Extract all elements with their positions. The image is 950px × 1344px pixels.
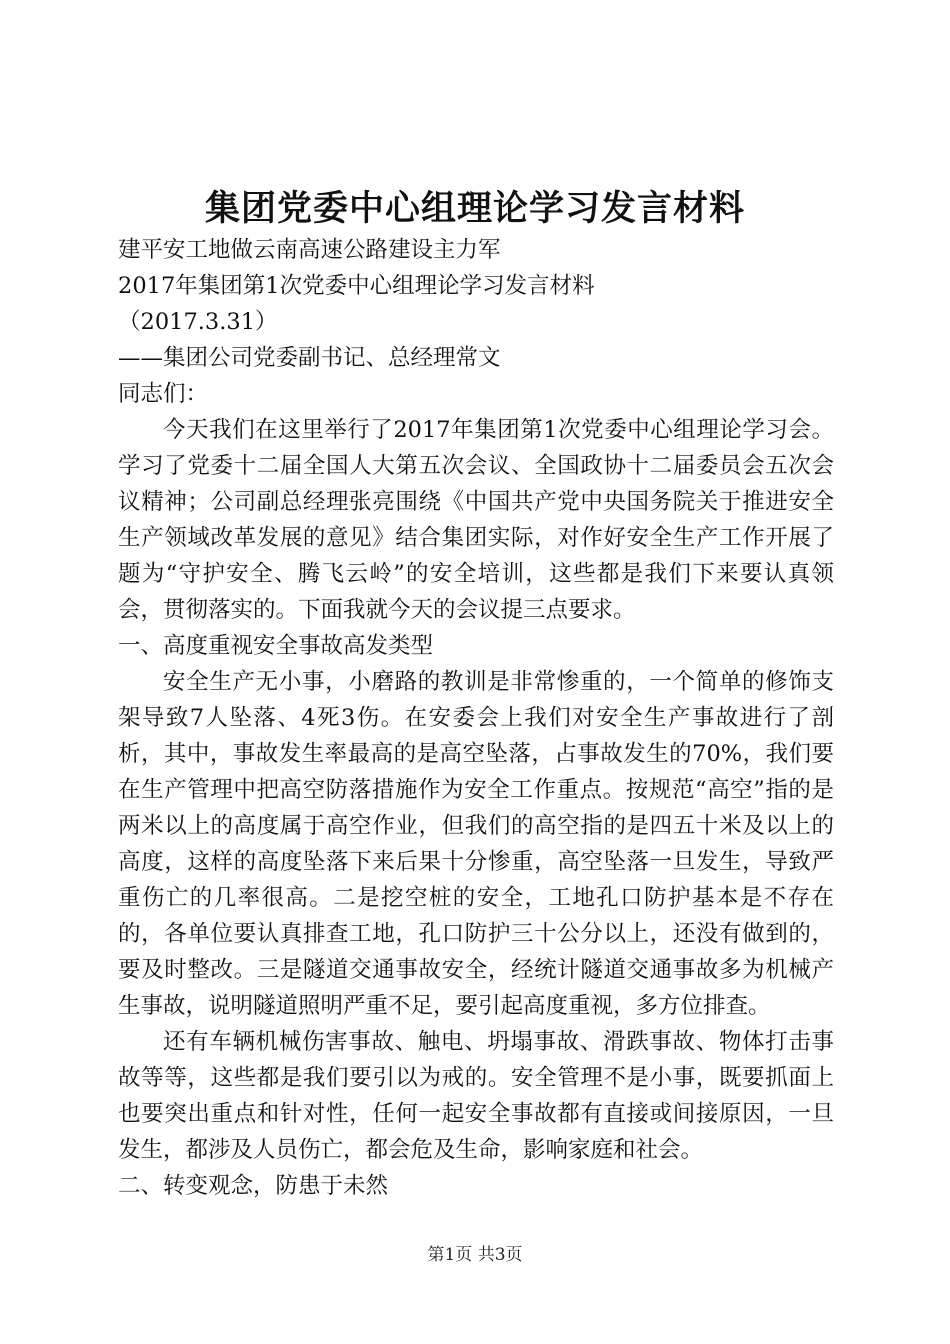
speaker-line: ——集团公司党委副书记、总经理常文 (118, 345, 501, 371)
greeting-line: 同志们： (118, 381, 209, 407)
paragraph-accident-types: 安全生产无小事，小磨路的教训是非常惨重的，一个简单的修饰支架导致7人坠落、4死3伤。在安委会上我们对安全生产事故进行了剖析，其中，事故发生率最高的是高空坠落，占事故发生的70%，我们要在生产管理中把高空防落措施作为安全工作重点。按规范“高空”指的是两米以上的高度属于高空作业，但我们的高空指的是四五十米及以上的高度，这样的高度坠落下来后果十分惨重，高空坠落一旦发生，导致严重伤亡的几率很高。二是挖空桩的安全，工地孔口防护基本是不存在的，各单位要认真排查工地，孔口防护三十公分以上，还没有做到的，要及时整改。三是隧道交通事故安全，经统计隧道交通事故多为机械产生事故，说明隧道照明严重不足，要引起高度重视，多方位排查。 (118, 669, 834, 1019)
document-title: 集团党委中心组理论学习发言材料 (204, 188, 745, 229)
page-footer: 第1页 共3页 (427, 1245, 523, 1265)
date-line: （2017.3.31） (118, 309, 278, 335)
paragraph-opening: 今天我们在这里举行了2017年集团第1次党委中心组理论学习会。学习了党委十二届全国人大第五次会议、全国政协十二届委员会五次会议精神；公司副总经理张亮围绕《中国共产党中央国务院关于推进安全生产领域改革发展的意见》结合集团实际，对作好安全生产工作开展了题为“守护安全、腾飞云岭”的安全培训，这些都是我们下来要认真领会，贯彻落实的。下面我就今天的会议提三点要求。 (118, 417, 834, 623)
section-heading-2: 二、转变观念，防患于未然 (118, 1173, 389, 1199)
document-body (118, 232, 834, 1204)
subtitle-line: 建平安工地做云南高速公路建设主力军 (118, 237, 501, 263)
paragraph-other-accidents: 还有车辆机械伤害事故、触电、坍塌事故、滑跌事故、物体打击事故等等，这些都是我们要引以为戒的。安全管理不是小事，既要抓面上也要突出重点和针对性，任何一起安全事故都有直接或间接原因，一旦发生，都涉及人员伤亡，都会危及生命，影响家庭和社会。 (118, 1029, 834, 1163)
section-heading-1: 一、高度重视安全事故高发类型 (118, 633, 434, 659)
meeting-line: 2017年集团第1次党委中心组理论学习发言材料 (118, 273, 595, 299)
